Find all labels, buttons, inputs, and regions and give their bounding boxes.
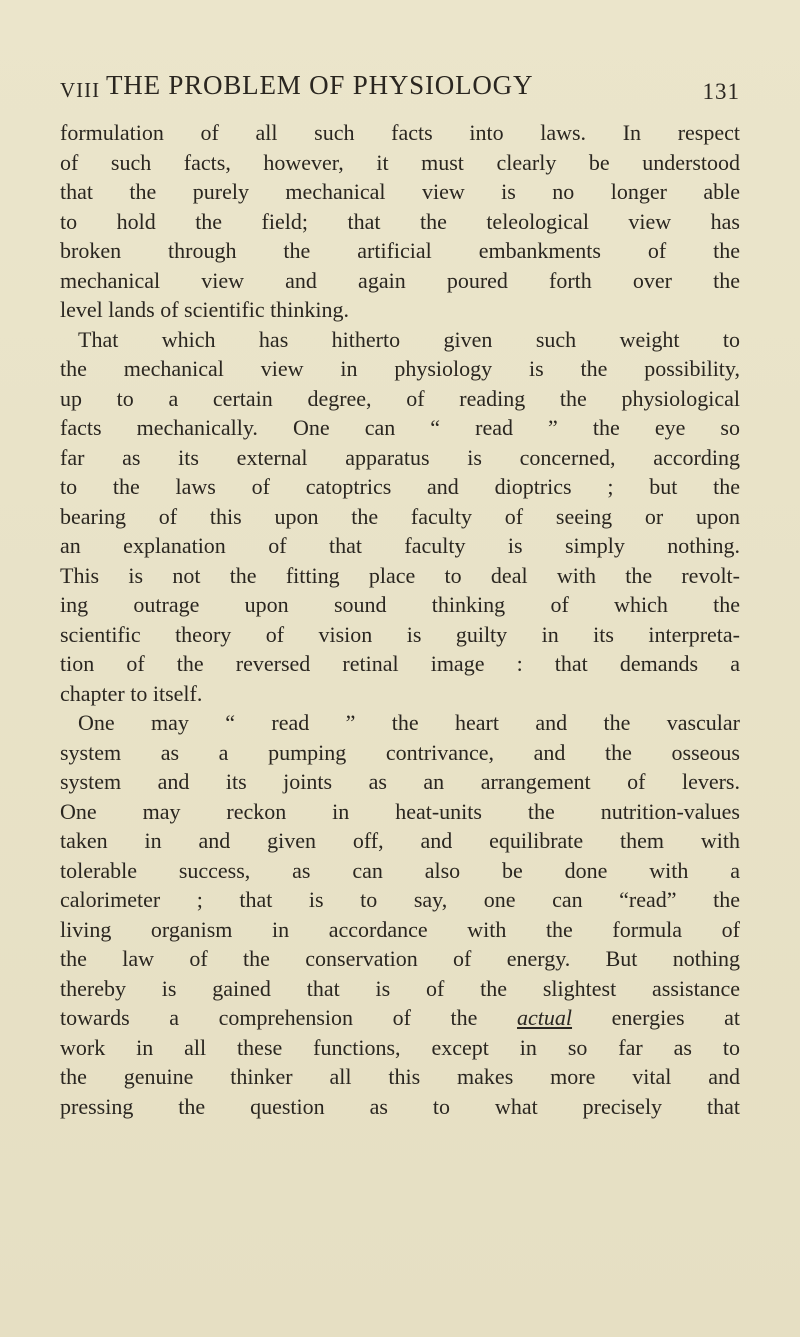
text-line: to hold the field; that the teleological view has (60, 208, 740, 234)
text-line: mechanical view and again poured forth over the (60, 267, 740, 293)
text-line: tolerable success, as can also be done with a (60, 857, 740, 883)
text-fragment: energies at (611, 1005, 741, 1030)
text-line: of such facts, however, it must clearly be understood (60, 149, 740, 175)
text-line: thereby is gained that is of the slightest assistance (60, 975, 740, 1001)
text-line: facts mechanically. One can “ read ” the eye so (60, 415, 740, 440)
text-line: the law of the conservation of energy. But nothing (60, 946, 740, 971)
emphasized-word: actual (517, 1005, 573, 1030)
text-line: One may reckon in heat-units the nutrition-values (60, 798, 740, 824)
text-line: One may “ read ” the heart and the vascular (78, 710, 740, 735)
page-number: 131 (702, 79, 740, 104)
text-line: system and its joints as an arrangement of levers. (60, 769, 740, 794)
text-line: far as its external apparatus is concerned, according (60, 444, 740, 470)
running-title: THE PROBLEM OF PHYSIOLOGY (106, 70, 534, 100)
text-line: the genuine thinker all this makes more vital and (60, 1064, 740, 1089)
text-line: system as a pumping contrivance, and the osseous (60, 739, 740, 765)
text-line: the mechanical view in physiology is the possibility, (60, 356, 740, 381)
running-head (60, 70, 740, 110)
text-line: bearing of this upon the faculty of seeing or upon (60, 503, 740, 529)
body-text (60, 118, 740, 1121)
text-line: broken through the artificial embankments of the (60, 238, 740, 263)
text-line: That which has hitherto given such weight to (78, 326, 740, 352)
text-line: pressing the question as to what precisely that (60, 1093, 740, 1119)
text-fragment: towards a comprehension of the (60, 1005, 478, 1030)
text-line: chapter to itself. (60, 680, 203, 706)
text-line: taken in and given off, and equilibrate them with (60, 828, 740, 853)
text-line: tion of the reversed retinal image : that demands a (60, 651, 740, 676)
text-line: ing outrage upon sound thinking of which the (60, 592, 740, 617)
text-line: to the laws of catoptrics and dioptrics ; but the (60, 474, 740, 499)
text-line: calorimeter ; that is to say, one can “read” the (60, 887, 740, 912)
text-line: living organism in accordance with the formula of (60, 916, 740, 942)
text-line (60, 1003, 740, 1033)
text-line: formulation of all such facts into laws. In respect (60, 120, 740, 145)
text-line: an explanation of that faculty is simply nothing. (60, 533, 740, 558)
text-line: scientific theory of vision is guilty in its interpreta- (60, 621, 740, 647)
chapter-numeral: VIII (60, 78, 101, 102)
text-line: up to a certain degree, of reading the physiological (60, 385, 740, 411)
text-line: level lands of scientific thinking. (60, 297, 349, 322)
text-line: work in all these functions, except in so far as to (60, 1034, 740, 1060)
text-line: that the purely mechanical view is no longer able (60, 179, 740, 204)
text-line: This is not the fitting place to deal with the revolt- (60, 562, 740, 588)
